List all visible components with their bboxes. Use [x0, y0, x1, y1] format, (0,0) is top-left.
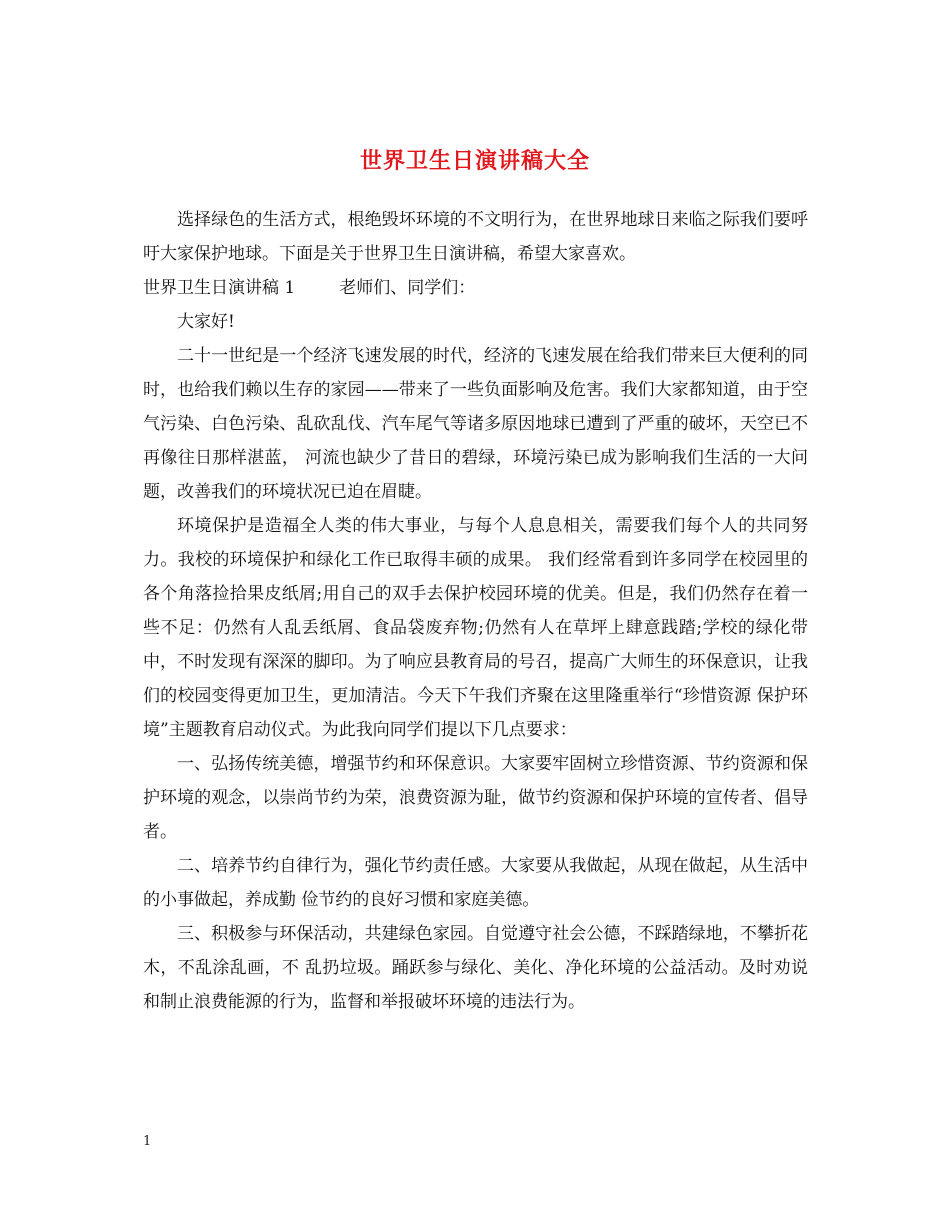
document-title: 世界卫生日演讲稿大全: [359, 148, 590, 174]
page-number: 1: [143, 1134, 152, 1149]
body-paragraph-2: 环境保护是造福全人类的伟大事业，与每个人息息相关，需要我们每个人的共同努力。我校的环境保护和绿化工作已取得丰硕的成果。 我们经常看到许多同学在校园里的各个角落捡拾果皮纸屑;用自己的双手去保护校园环境的优美。但是，我们仍然存在着一些不足：仍然有人乱丢纸屑、食品袋废弃物;仍然有人在草坪上肆意践踏;学校的绿化带中，不时发现有深深的脚印。为了响应县教育局的号召，提高广大师生的环保意识，让我们的校园变得更加卫生，更加清洁。今天下午我们齐聚在这里隆重举行“珍惜资源 保护环境”主题教育启动仪式。为此我向同学们提以下几点要求：: [143, 516, 808, 740]
body-paragraph-5: 三、积极参与环保活动，共建绿色家园。自觉遵守社会公德，不踩踏绿地，不攀折花木，不乱涂乱画，不 乱扔垃圾。踊跃参与绿化、美化、净化环境的公益活动。及时劝说和制止浪费能源的行为，监督和举报破坏环境的违法行为。: [143, 924, 808, 1012]
salutation: 老师们、同学们：: [339, 278, 476, 298]
intro-paragraph: 选择绿色的生活方式，根绝毁坏环境的不文明行为，在世界地球日来临之际我们要呼吁大家保护地球。下面是关于世界卫生日演讲稿，希望大家喜欢。: [143, 210, 808, 264]
greeting: 大家好!: [177, 312, 235, 332]
document-body: [143, 203, 808, 1019]
section-heading: 世界卫生日演讲稿 1: [143, 278, 296, 298]
body-paragraph-3: 一、弘扬传统美德，增强节约和环保意识。大家要牢固树立珍惜资源、节约资源和保护环境的观念，以崇尚节约为荣，浪费资源为耻，做节约资源和保护环境的宣传者、倡导者。: [143, 754, 808, 842]
body-paragraph-1: 二十一世纪是一个经济飞速发展的时代，经济的飞速发展在给我们带来巨大便利的同时，也给我们赖以生存的家园——带来了一些负面影响及危害。我们大家都知道，由于空气污染、白色污染、乱砍乱伐、汽车尾气等诸多原因地球已遭到了严重的破坏，天空已不再像往日那样湛蓝， 河流也缺少了昔日的碧绿，环境污染已成为影响我们生活的一大问题，改善我们的环境状况已迫在眉睫。: [143, 346, 808, 502]
body-paragraph-4: 二、培养节约自律行为，强化节约责任感。大家要从我做起，从现在做起，从生活中的小事做起，养成勤 俭节约的良好习惯和家庭美德。: [143, 856, 808, 910]
section-heading-line: [143, 271, 808, 305]
